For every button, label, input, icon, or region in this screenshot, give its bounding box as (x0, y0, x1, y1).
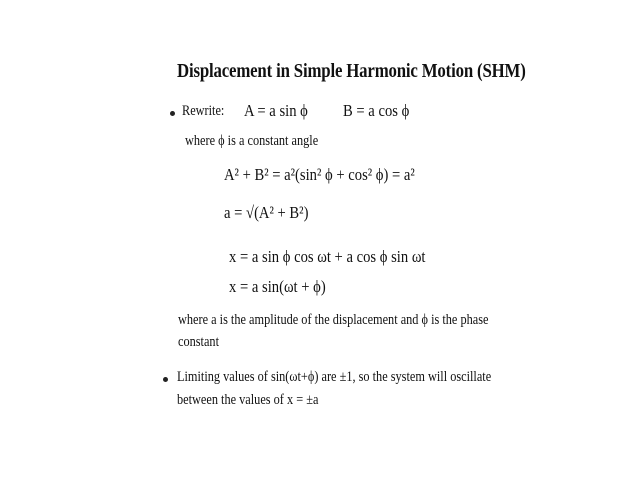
limiting-values-line1: Limiting values of sin(ωt+ϕ) are ±1, so the system will oscillate (177, 369, 492, 385)
equation-A: A = a sin ϕ (244, 101, 308, 120)
amplitude-note-line1: where a is the amplitude of the displacement and ϕ is the phase (178, 312, 489, 328)
equation-sum-of-squares: A² + B² = a²(sin² ϕ + cos² ϕ) = a² (224, 165, 415, 184)
equation-x-compact: x = a sin(ωt + ϕ) (229, 277, 326, 296)
equation-amplitude: a = √(A² + B²) (224, 203, 309, 222)
equation-x-expanded: x = a sin ϕ cos ωt + a cos ϕ sin ωt (229, 247, 426, 266)
rewrite-label: Rewrite: (182, 103, 225, 119)
limiting-values-line2: between the values of x = ±a (177, 392, 319, 408)
constant-angle-note: where ϕ is a constant angle (185, 133, 319, 149)
equation-B: B = a cos ϕ (343, 101, 410, 120)
slide-title: Displacement in Simple Harmonic Motion (SHM) (177, 60, 526, 82)
bullet-marker (170, 111, 175, 116)
bullet-marker (163, 377, 168, 382)
amplitude-note-line2: constant (178, 334, 219, 350)
